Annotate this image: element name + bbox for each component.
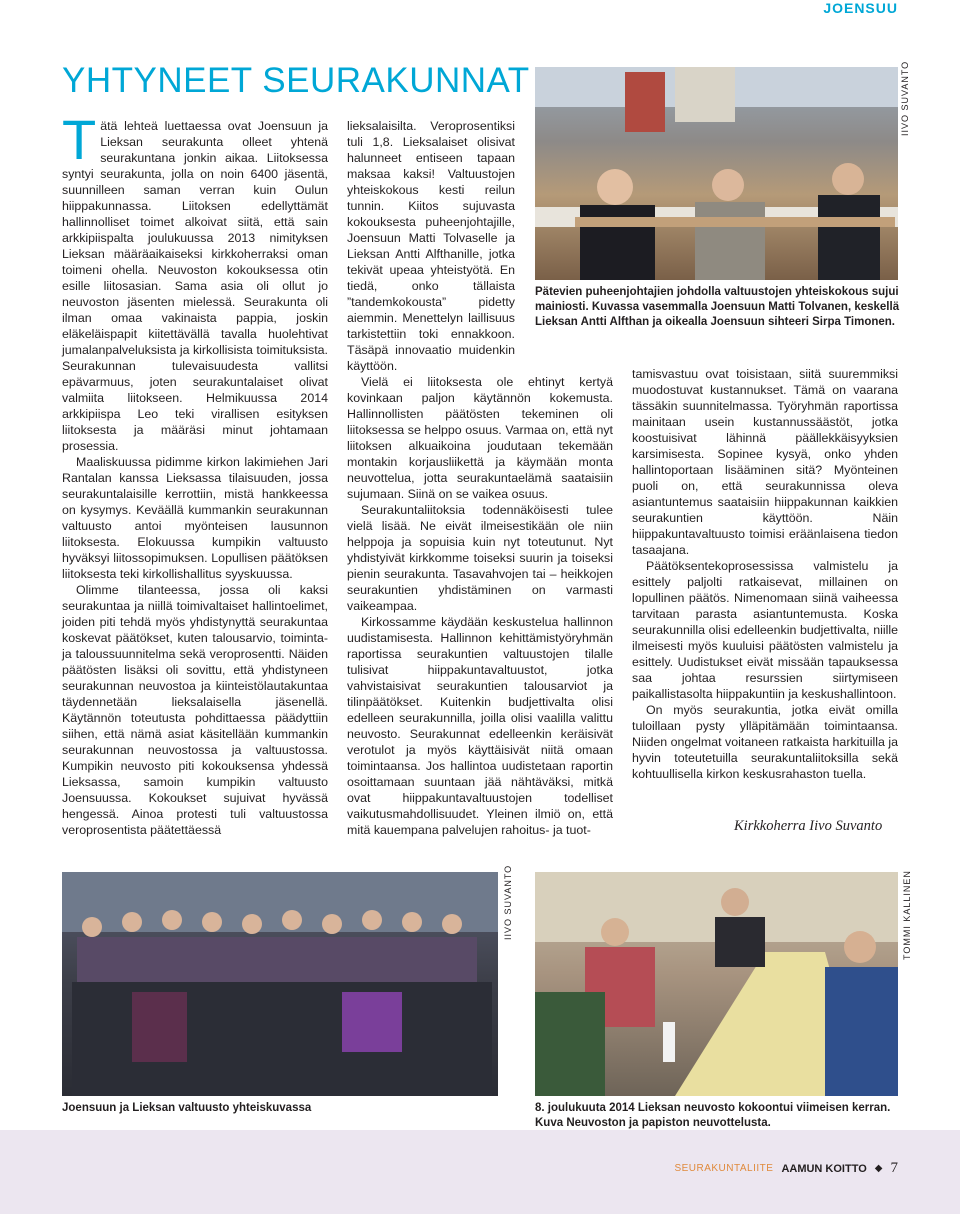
photo-caption: 8. joulukuuta 2014 Lieksan neuvosto kokoontui viimeisen kerran. Kuva Neuvoston ja papiston neuvottelusta. [535,1102,891,1129]
photo-chairs [535,67,898,280]
photo-credit: IIVO SUVANTO [503,864,513,940]
photo-caption: Pätevien puheenjohtajien johdolla valtuustojen yhteiskokous sujui mainiosti. Kuvassa vasemmalla Joensuun Matti Tolvanen, keskellä Lieksan Antti Alfthan ja oikealla Joensuun sihteeri Sirpa Timonen. [535,286,900,328]
paragraph: Maaliskuussa pidimme kirkon lakimiehen Jari Rantalan kanssa Lieksassa tilaisuuden, jossa seurakuntalaisille kerrottiin, mistä hankkeessa on kysymys. Keväällä kummankin seurakunnan valtuusto antoi myönteisen lausunnon liitoksesta. Elokuussa kumpikin valtuusto hyväksyi liitossopimuksen. Lopullisen päätöksen liitoksesta teki kirkollishallitus syyskuussa. [62,455,328,581]
paragraph: Vielä ei liitoksesta ole ehtinyt kertyä kovinkaan paljon käytännön kokemusta. Hallinnollisten päätösten tekeminen oli liitoksessa se helppo osuus. Varmaa on, että nyt liitoksen alkuaikoina joudutaan tekemään montakin korjausliikettä ja käymään monta neuvottelua, jotta seurakuntaelämä saataisiin sujumaan. Siinä on se vaikea osuus. [347,375,613,501]
dropcap: T [62,108,97,171]
paragraph: Olimme tilanteessa, jossa oli kaksi seurakuntaa ja niillä toimivaltaiset hallintoelimet, joiden piti tehdä myös yhdistynyttä seurakuntaa koskevat päätökset, kuten talousarvio, toiminta- ja taloussuunnitelma sekä veroprosentti. Näiden päätösten lisäksi oli sovittu, että yhdistyneen seurakunnan neuvostoa ja kiinteistölautakuntaa täydennetään lieksalaisella jäsenellä. Käytännön toteutusta pohdittaessa päädyttiin siihen, että nämä asiat käsitellään kummankin seurakunnan neuvostossa ja valtuustossa. Kumpikin neuvosto piti kokouksensa yhdessä Lieksassa, samoin kumpikin valtuusto Joensuussa. Kokoukset sujuivat hyvässä hengessä. Ainoa protesti tuli valtuustossa veroprosentista päätettäessä [62,583,328,837]
paragraph: Kirkossamme käydään keskustelua hallinnon uudistamisesta. Hallinnon kehittämistyöryhmän raportissa seurakuntien valtuustojen tilalle tulisivat hiippakuntavaltuustot, jotka vahvistaisivat seurakuntien talousarviot ja tilinpäätökset. Kuitenkin budjettivalta olisi edelleen seurakunnilla, joilla olisi vaalilla valittu neuvosto. Seurakunnat edelleenkin keräisivät verotulot ja myös käyttäisivät niitä omaan toimintaansa. Jos hallintoa uudistetaan raportin osoittamaan suuntaan jää nähtäväksi, mitkä ovat hiippakuntavaltuustojen todelliset vaikutusmahdollisuudet. Yleinen ilmiö on, että mitä kauempana palvelujen rahoitus- ja tuot- [347,615,613,837]
article-title: YHTYNEET SEURAKUNNAT [62,61,530,100]
paragraph: tamisvastuu ovat toisistaan, siitä suuremmiksi muodostuvat kustannukset. Tämä on vaarana tässäkin suunnitelmassa. Työryhmän raportissa mainitaan usein kustannussäästöt, jotka koostuisivat lähinnä päällekkäisyyksien karsimisesta. Sopinee kysyä, onko yhden hallintoportaan lisääminen sitä? Myönteinen puoli on, että seurakunnissa oleva asiantuntemus saataisiin hiippakunnan kaikkien seurakuntien käyttöön. Näin hiippakuntavaltuusto toimisi eräänlaisena tiedon tasaajana. [632,367,898,557]
photo-group [62,872,498,1096]
photo-group-image [62,872,498,1096]
paragraph: On myös seurakuntia, jotka eivät omilla tuloillaan pysty ylläpitämään toimintaansa. Niiden ongelmat voitaneen ratkaista harkituilla ja hyvin toteutetuilla seurakuntaliitoksilla sekä kohtuullisella kirkon keskusrahaston tuella. [632,703,898,781]
paragraph: Tätä lehteä luettaessa ovat Joensuun ja Lieksan seurakunta olleet yhtenä seurakuntana jonkin aikaa. Liitoksessa syntyi seurakunta, jolla on noin 6400 jäsentä, suunnilleen saman verran kuin Oulun hiippakunnassa. Liitoksen edellyttämät hallinnolliset toimet alkoivat siitä, että sain arkkipiispalta joulukuussa 2013 nimityksen Lieksan määräaikaiseksi kirkkoherraksi oman toimeni ohella. Neuvoston kokouksessa otin esille liitosasian. Sama asia oli ollut jo neuvoston jäsenten mielessä. Seurakunta oli ilman omaa vakinaista pappia, joskin eläkeläispapit kiitettävällä tavalla huolehtivat jumalanpalveluksista ja kirkollisista toimituksista. Seurakunnan tulevaisuudesta vallitsi epävarmuus, joten seurakuntalaiset olivat valmiita liitokseen. Helmikuussa 2014 arkkipiispa Leo teki virallisen esityksen liitoksesta ja määräsi minut johtamaan prosessia. [62,108,328,453]
paragraph: Päätöksentekoprosessissa valmistelu ja esittely paljolti ratkaisevat, millainen on lopullinen päätös. Nimenomaan siinä vaiheessa tarvitaan parasta asiantuntemusta. Koska seurakunnilla olisi edelleenkin budjettivalta, niille ilmeisesti myös kuuluisi päätösten valmistelu ja esittely. Uudistukset eivät missään tapauksessa saa johtaa resurssien siirtymiseen paikallistasolta hiippakuntiin ja keskushallintoon. [632,559,898,701]
column-2a [347,118,515,374]
paragraph: lieksalaisilta. Veroprosentiksi tuli 1,8. Lieksalaiset olisivat halunneet entiseen tapaan maksaa kaksi! Valtuustojen yhteiskokous kesti reilun tunnin. Kiitos sujuvasta kokouksesta puheenjohtajille, Joensuun Matti Tolvaselle ja Lieksan Antti Alfthanille, jotka tekivät upeaa yhteistyötä. En tiedä, onko tällaista ”tandemkokousta” pidetty aiemmin. Menettelyn laillisuus tarkistettiin toki ennakkoon. Täsäpä innovaatio muidenkin käyttöön. [347,119,515,373]
signature: Kirkkoherra Iivo Suvanto [734,818,883,834]
paragraph: Seurakuntaliitoksia todennäköisesti tulee vielä lisää. Ne eivät ilmeisestikään ole niin helppoja ja sopuisia kuin nyt toteutunut. Nyt yhdistyivät kirkkomme toiseksi suurin ja toiseksi pienin seurakunta. Tasavahvojen tai – heikkojen seurakuntien yhdistäminen on varmasti vaikeampaa. [347,503,613,613]
page-footer [674,1160,898,1177]
photo-credit: IIVO SUVANTO [900,60,910,136]
footer-brand: AAMUN KOITTO [781,1162,867,1175]
photo-meeting-image [535,872,898,1096]
column-3 [632,366,898,782]
photo-credit: TOMMI KALLINEN [902,870,912,960]
diamond-icon: ◆ [874,1163,883,1174]
column-1 [62,108,328,838]
photo-caption: Joensuun ja Lieksan valtuusto yhteiskuvassa [62,1102,312,1114]
photo-meeting [535,872,898,1096]
section-label: JOENSUU [823,0,898,16]
column-2b [347,374,613,838]
footer-supplement: SEURAKUNTALIITE [674,1163,774,1174]
page-number: 7 [890,1160,898,1176]
photo-chairs-image [535,67,898,280]
